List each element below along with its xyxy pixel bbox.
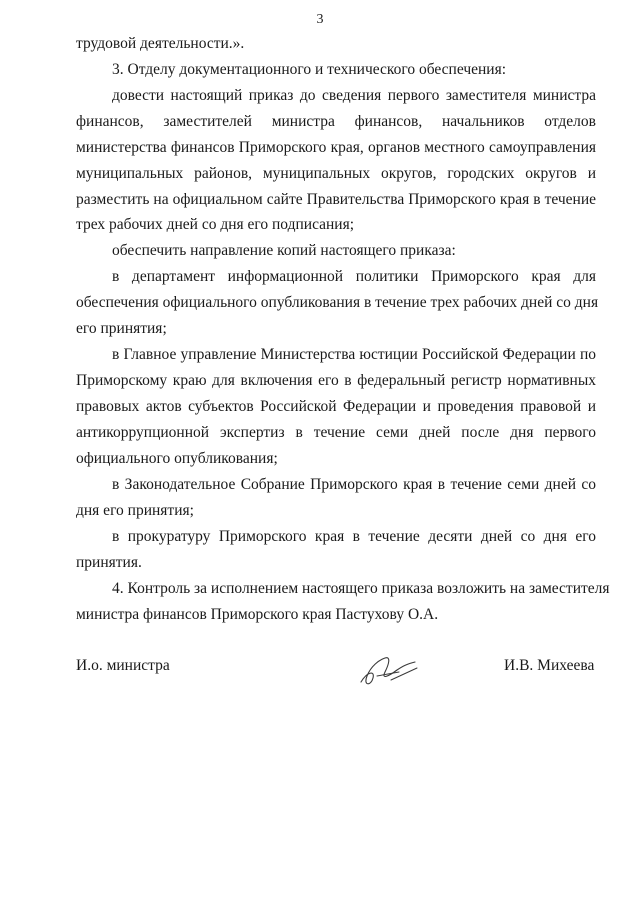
- text-line: финансов, заместителей министра финансов, начальников отделов: [76, 113, 596, 130]
- text-line: трудовой деятельности.».: [76, 35, 245, 52]
- text-line: в департамент информационной политики Приморского края для: [112, 268, 596, 285]
- text-line: трех рабочих дней со дня его подписания;: [76, 216, 355, 233]
- text-line: муниципальных районов, муниципальных округов, городских округов и: [76, 165, 596, 182]
- signatory-position: И.о. министра: [76, 657, 170, 674]
- text-line: в Главное управление Министерства юстиции Российской Федерации по: [112, 346, 596, 363]
- text-line: антикоррупционной экспертиз в течение семи дней после дня первого: [76, 424, 596, 441]
- signatory-name: И.В. Михеева: [504, 657, 595, 674]
- page-number: 3: [316, 12, 324, 27]
- text-line: обеспечить направление копий настоящего приказа:: [112, 242, 456, 259]
- text-line: довести настоящий приказ до сведения первого заместителя министра: [112, 87, 596, 104]
- text-line: дня его принятия;: [76, 502, 194, 519]
- text-line: его принятия;: [76, 320, 167, 337]
- text-line: принятия.: [76, 554, 142, 571]
- text-line: правовых актов субъектов Российской Федерации и проведения правовой и: [76, 398, 596, 415]
- text-line: 3. Отделу документационного и технического обеспечения:: [112, 61, 507, 78]
- text-line: министра финансов Приморского края Пастухову О.А.: [76, 606, 439, 623]
- text-line: 4. Контроль за исполнением настоящего приказа возложить на заместителя: [112, 580, 610, 597]
- text-line: разместить на официальном сайте Правительства Приморского края в течение: [76, 191, 596, 208]
- text-line: министерства финансов Приморского края, органов местного самоуправления: [76, 139, 596, 156]
- text-line: Приморскому краю для включения его в федеральный регистр нормативных: [76, 372, 596, 389]
- text-line: официального опубликования;: [76, 450, 278, 467]
- text-line: в прокуратуру Приморского края в течение десяти дней со дня его: [112, 528, 596, 545]
- text-line: в Законодательное Собрание Приморского края в течение семи дней со: [112, 476, 596, 493]
- text-line: обеспечения официального опубликования в течение трех рабочих дней со дня: [76, 294, 599, 311]
- handwritten-signature: [355, 642, 435, 692]
